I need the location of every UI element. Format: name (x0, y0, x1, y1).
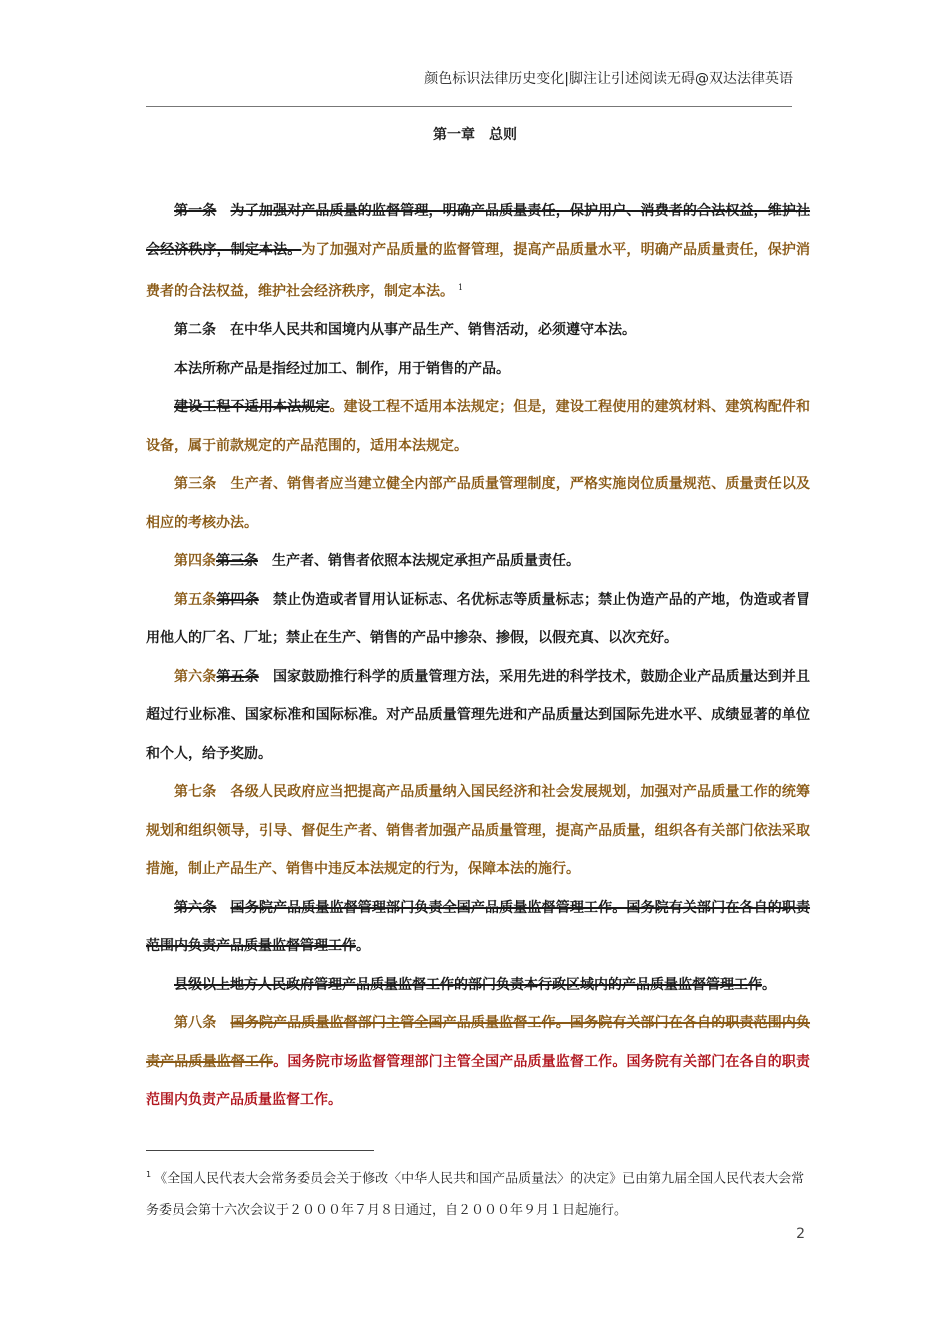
old-article-6-paragraph-2-text: 县级以上地方人民政府管理产品质量监督工作的部门负责本行政区域内的产品质量监督管理工作 (174, 976, 762, 993)
article-8-label: 第八条 (174, 1015, 217, 1032)
article-7-text: 各级人民政府应当把提高产品质量纳入国民经济和社会发展规划，加强对产品质量工作的统筹规划和组织领导，引导、督促生产者、销售者加强产品质量管理，提高产品质量，组织各有关部门依法采取措施，制止产品生产、销售中违反本法规定的行为，保障本法的施行。 (146, 784, 811, 878)
old-article-6-tail: 。 (356, 938, 370, 955)
article-8-amended-text: 。国务院市场监督管理部门主管全国产品质量监督工作。国务院有关部门在各自的职责范围内负责产品质量监督工作。 (146, 1053, 811, 1109)
footnote (146, 1159, 810, 1227)
page-header: 颜色标识法律历史变化|脚注让引述阅读无碍@双达法律英语 (424, 71, 793, 87)
article-2-label: 第二条 (174, 322, 216, 339)
article-7-label: 第七条 (174, 784, 217, 801)
footnote-reference[interactable]: 1 (458, 283, 464, 292)
footnote-text: 《全国人民代表大会常务委员会关于修改〈中华人民共和国产品质量法〉的决定》已由第九届全国人民代表大会常务委员会第十六次会议于２０００年７月８日通过，自２０００年９月１日起施行。 (146, 1171, 805, 1219)
old-article-6-text: 国务院产品质量监督管理部门负责全国产品质量监督管理工作。国务院有关部门在各自的职责范围内负责产品质量监督管理工作 (146, 899, 811, 955)
article-2-deleted-text: 建设工程不适用本法规定 (174, 399, 330, 416)
article-6 (146, 658, 810, 774)
article-3-label: 第三条 (174, 476, 217, 493)
old-article-6-paragraph-2 (146, 966, 810, 1005)
article-6-text: 国家鼓励推行科学的质量管理方法，采用先进的科学技术，鼓励企业产品质量达到并且超过行业标准、国家标准和国际标准。对产品质量管理先进和产品质量达到国际先进水平、成绩显著的单位和个人，给予奖励。 (146, 668, 811, 762)
article-5 (146, 581, 810, 658)
article-4-old-label: 第三条 (216, 553, 258, 570)
article-6-old-label: 第五条 (216, 668, 259, 685)
article-4-text: 生产者、销售者依照本法规定承担产品质量责任。 (272, 553, 580, 570)
article-3-text: 生产者、销售者应当建立健全内部产品质量管理制度，严格实施岗位质量规范、质量责任以及相应的考核办法。 (146, 476, 811, 531)
article-5-new-label: 第五条 (174, 591, 217, 608)
article-3 (146, 465, 810, 542)
article-4 (146, 542, 810, 581)
law-body (146, 192, 810, 1120)
article-2-amended-text: 。建设工程不适用本法规定；但是，建设工程使用的建筑材料、建筑构配件和设备，属于前款规定的产品范围的，适用本法规定。 (146, 399, 810, 454)
article-8-deleted-text: 国务院产品质量监督部门主管全国产品质量监督工作。国务院有关部门在各自的职责范围内负责产品质量监督工作 (146, 1015, 811, 1070)
article-5-text: 禁止伪造或者冒用认证标志、名优标志等质量标志；禁止伪造产品的产地，伪造或者冒用他人的厂名、厂址；禁止在生产、销售的产品中掺杂、掺假，以假充真、以次充好。 (146, 591, 811, 647)
article-1 (146, 192, 810, 311)
article-1-amended-text: 为了加强对产品质量的监督管理，提高产品质量水平，明确产品质量责任，保护消费者的合法权益，维护社会经济秩序，制定本法。 (146, 241, 811, 300)
article-2-paragraph-2: 本法所称产品是指经过加工、制作，用于销售的产品。 (174, 360, 510, 377)
header-divider (146, 106, 792, 107)
page-number: 2 (796, 1226, 805, 1242)
article-4-new-label: 第四条 (174, 553, 216, 570)
article-5-old-label: 第四条 (216, 591, 259, 608)
old-article-6-label: 第六条 (174, 899, 217, 916)
article-2-text: 在中华人民共和国境内从事产品生产、销售活动，必须遵守本法。 (230, 322, 636, 339)
article-1-deleted-text: 为了加强对产品质量的监督管理，明确产品质量责任，保护用户、消费者的合法权益，维护社会经济秩序，制定本法。 (146, 203, 811, 258)
old-article-6-paragraph-2-tail: 。 (762, 976, 776, 993)
footnote-divider (146, 1150, 374, 1151)
article-6-new-label: 第六条 (174, 668, 217, 685)
article-7 (146, 773, 810, 889)
article-2-paragraph-3 (146, 388, 810, 465)
article-1-label: 第一条 (174, 203, 217, 219)
article-2 (146, 311, 810, 350)
footnote-number: 1 (146, 1170, 152, 1179)
article-8 (146, 1004, 810, 1120)
old-article-6 (146, 889, 810, 966)
chapter-title: 第一章 总则 (433, 127, 517, 143)
